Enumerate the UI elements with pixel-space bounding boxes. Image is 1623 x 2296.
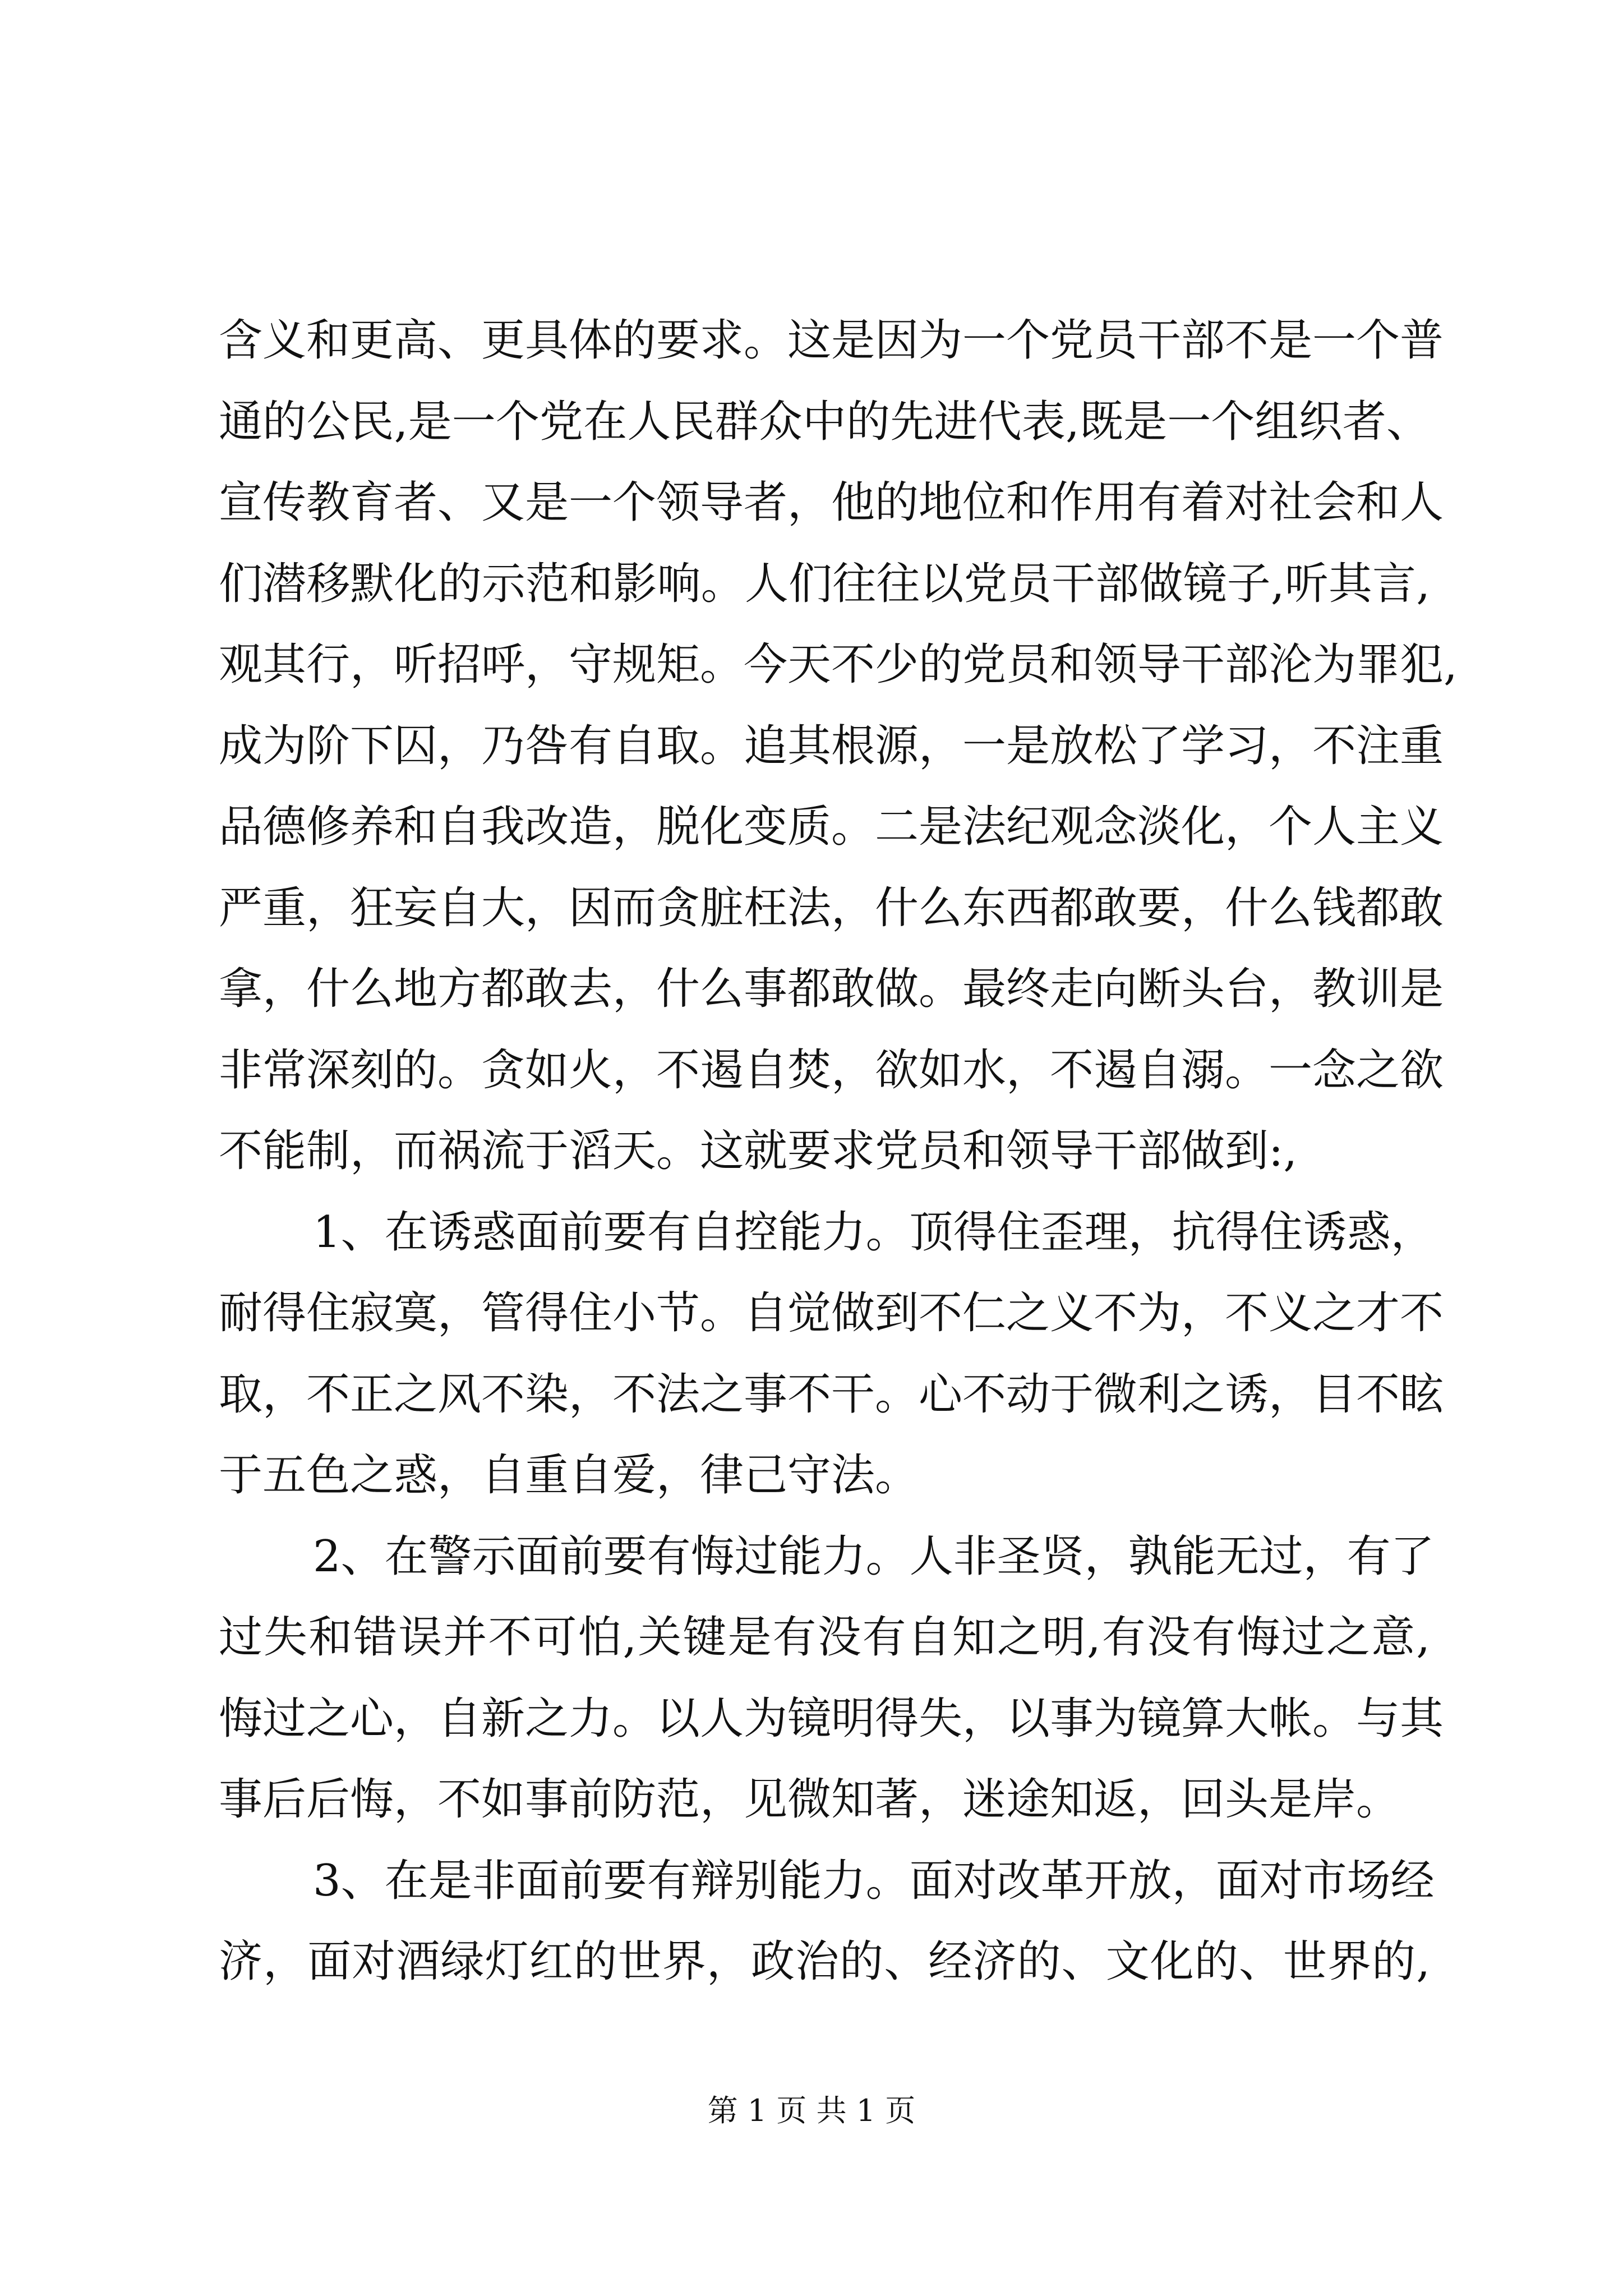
document-body: [219, 300, 1458, 2003]
text-line: 1、在诱惑面前要有自控能力。顶得住歪理，抗得住诱惑，: [313, 1207, 1435, 1258]
text-line: 2、在警示面前要有悔过能力。人非圣贤，孰能无过，有了: [313, 1531, 1435, 1582]
text-line: 拿，什么地方都敢去，什么事都敢做。最终走向断头台，教训是: [219, 964, 1444, 1014]
text-line: 耐得住寂寞，管得住小节。自觉做到不仁之义不为，不义之才不: [219, 1288, 1444, 1338]
text-line: 成为阶下囚，乃咎有自取。追其根源，一是放松了学习，不注重: [219, 720, 1444, 771]
text-line: 济，面对酒绿灯红的世界，政治的、经济的、文化的、世界的,: [219, 1936, 1430, 1987]
text-line: 含义和更高、更具体的要求。这是因为一个党员干部不是一个普: [219, 315, 1444, 366]
text-line: 们潜移默化的示范和影响。人们往往以党员干部做镜子,听其言,: [219, 558, 1430, 609]
text-line: 不能制，而祸流于滔天。这就要求党员和领导干部做到:,: [219, 1126, 1298, 1176]
page-number-footer: 第 1 页 共 1 页: [707, 2093, 916, 2128]
text-line: 于五色之惑，自重自爱，律己守法。: [219, 1450, 919, 1501]
text-line: 事后后悔，不如事前防范，见微知著，迷途知返，回头是岸。: [219, 1774, 1400, 1825]
text-line: 过失和错误并不可怕,关键是有没有自知之明,有没有悔过之意,: [219, 1612, 1430, 1663]
text-line: 宣传教育者、又是一个领导者，他的地位和作用有着对社会和人: [219, 477, 1444, 528]
text-line: 品德修养和自我改造，脱化变质。二是法纪观念淡化，个人主义: [219, 802, 1444, 852]
text-line: 观其行，听招呼，守规矩。今天不少的党员和领导干部沦为罪犯,: [219, 639, 1458, 690]
text-line: 通的公民,是一个党在人民群众中的先进代表,既是一个组织者、: [219, 396, 1430, 447]
text-line: 严重，狂妄自大，因而贪脏枉法，什么东西都敢要，什么钱都敢: [219, 882, 1444, 933]
text-line: 悔过之心，自新之力。以人为镜明得失，以事为镜算大帐。与其: [219, 1693, 1444, 1744]
text-line: 非常深刻的。贪如火，不遏自焚，欲如水，不遏自溺。一念之欲: [219, 1045, 1444, 1096]
text-line: 3、在是非面前要有辩别能力。面对改革开放，面对市场经: [313, 1855, 1435, 1906]
text-line: 取，不正之风不染，不法之事不干。心不动于微利之诱，目不眩: [219, 1369, 1444, 1420]
